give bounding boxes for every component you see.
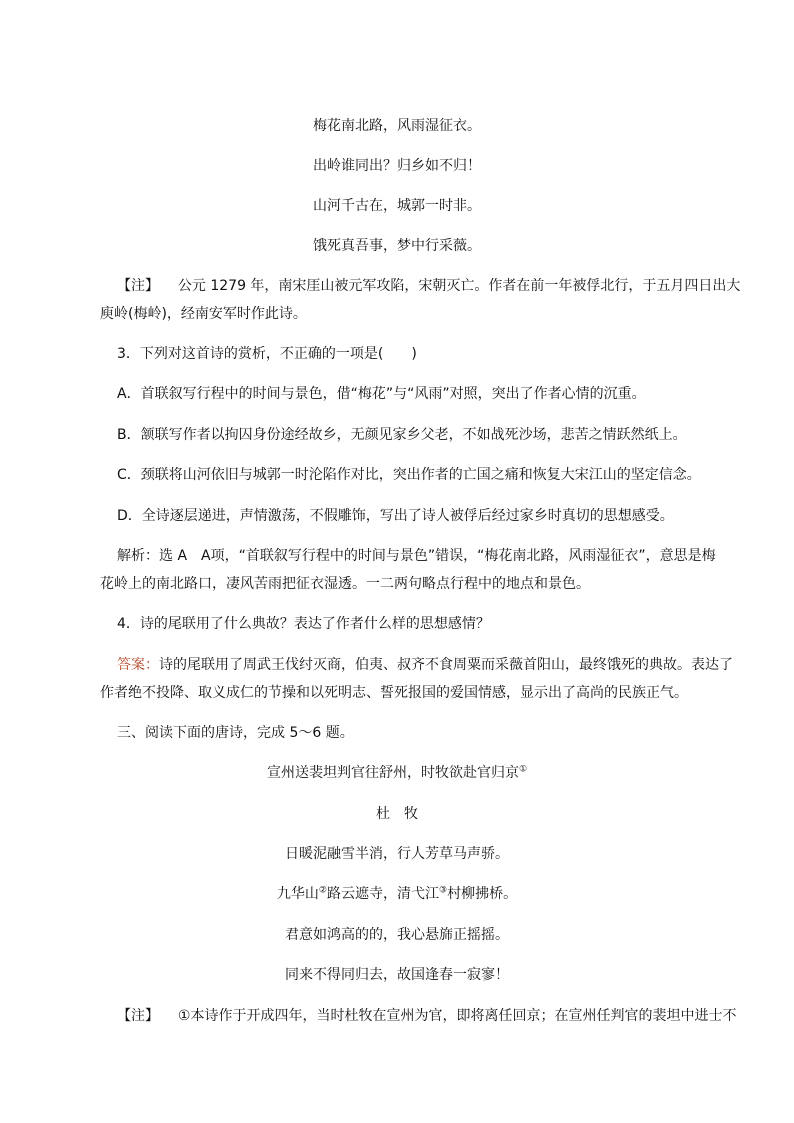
note2-label: 【注】 (117, 1008, 159, 1024)
poem2-title (0, 763, 794, 783)
q4-answer-line-1 (117, 655, 733, 675)
note1-label: 【注】 (117, 278, 159, 294)
note1-line-1 (117, 276, 740, 296)
poem2-line-2-b: 路云遮寺，清弋江 (327, 886, 439, 902)
poem1-line-1: 梅花南北路，风雨湿征衣。 (313, 118, 481, 134)
poem2-title-text: 宣州送裴坦判官往舒州，时牧欲赴官归京 (266, 765, 519, 781)
note1-text-1: 公元 1279 年，南宋厓山被元军攻陷，宋朝灭亡。作者在前一年被俘北行，于五月四日出大 (177, 278, 741, 294)
poem2-line-3: 君意如鸿高的的，我心悬旆正摇摇。 (285, 927, 509, 943)
poem1-line-4: 饿死真吾事，梦中行采薇。 (313, 238, 481, 254)
q3-option-d: D．全诗逐层递进，声情激荡，不假雕饰，写出了诗人被俘后经过家乡时真切的思想感受。 (117, 508, 674, 524)
q3-analysis-line-2: 花岭上的南北路口，凄风苦雨把征衣湿透。一二两句略点行程中的地点和景色。 (100, 576, 590, 592)
section3-heading: 三、阅读下面的唐诗，完成 5～6 题。 (117, 725, 354, 741)
q3-option-c: C．颈联将山河依旧与城郭一时沦陷作对比，突出作者的亡国之痛和恢复大宋江山的坚定信念。 (117, 467, 701, 483)
q3-option-b: B．颔联写作者以拘囚身份途经故乡，无颜见家乡父老，不如战死沙场，悲苦之情跃然纸上。 (117, 427, 687, 443)
poem1-line-3: 山河千古在，城郭一时非。 (313, 198, 481, 214)
answer-label: 答案： (117, 657, 159, 673)
q3-stem: 3．下列对这首诗的赏析，不正确的一项是( ) (117, 346, 417, 362)
poem2-line-2-a: 九华山 (276, 886, 319, 902)
q3-option-a: A．首联叙写行程中的时间与景色，借“梅花”与“风雨”对照，突出了作者心情的沉重。 (117, 386, 646, 402)
note2-line-1 (117, 1006, 736, 1026)
note1-line-2: 庾岭(梅岭)，经南安军时作此诗。 (100, 306, 307, 322)
note2-text: ①本诗作于开成四年，当时杜牧在宣州为官，即将离任回京；在宣州任判官的裴坦中进士不 (177, 1008, 737, 1024)
q4-answer-text-1: 诗的尾联用了周武王伐纣灭商，伯夷、叔齐不食周粟而采薇首阳山，最终饿死的典故。表达了 (159, 657, 733, 673)
footnote-mark: ② (318, 885, 327, 896)
footnote-mark: ① (518, 764, 528, 775)
poem2-line-4: 同来不得同归去，故国逢春一寂寥！ (285, 967, 509, 983)
q4-stem: 4．诗的尾联用了什么典故？表达了作者什么样的思想感情？ (117, 616, 490, 632)
q3-analysis-line-1: 解析：选 A A项，“首联叙写行程中的时间与景色”错误，“梅花南北路，风雨湿征衣”，意思是梅 (117, 548, 716, 564)
poem2-line-1: 日暖泥融雪半消，行人芳草马声骄。 (285, 846, 509, 862)
q4-answer-line-2: 作者绝不投降、取义成仁的节操和以死明志、誓死报国的爱国情感，显示出了高尚的民族正气。 (100, 685, 688, 701)
poem2-line-2-c: 村柳拂桥。 (447, 886, 518, 902)
poem2-author: 杜 牧 (376, 806, 418, 822)
footnote-mark: ③ (439, 885, 448, 896)
poem1-line-2: 出岭谁同出？归乡如不归！ (313, 158, 481, 174)
poem2-line-2 (0, 884, 794, 904)
